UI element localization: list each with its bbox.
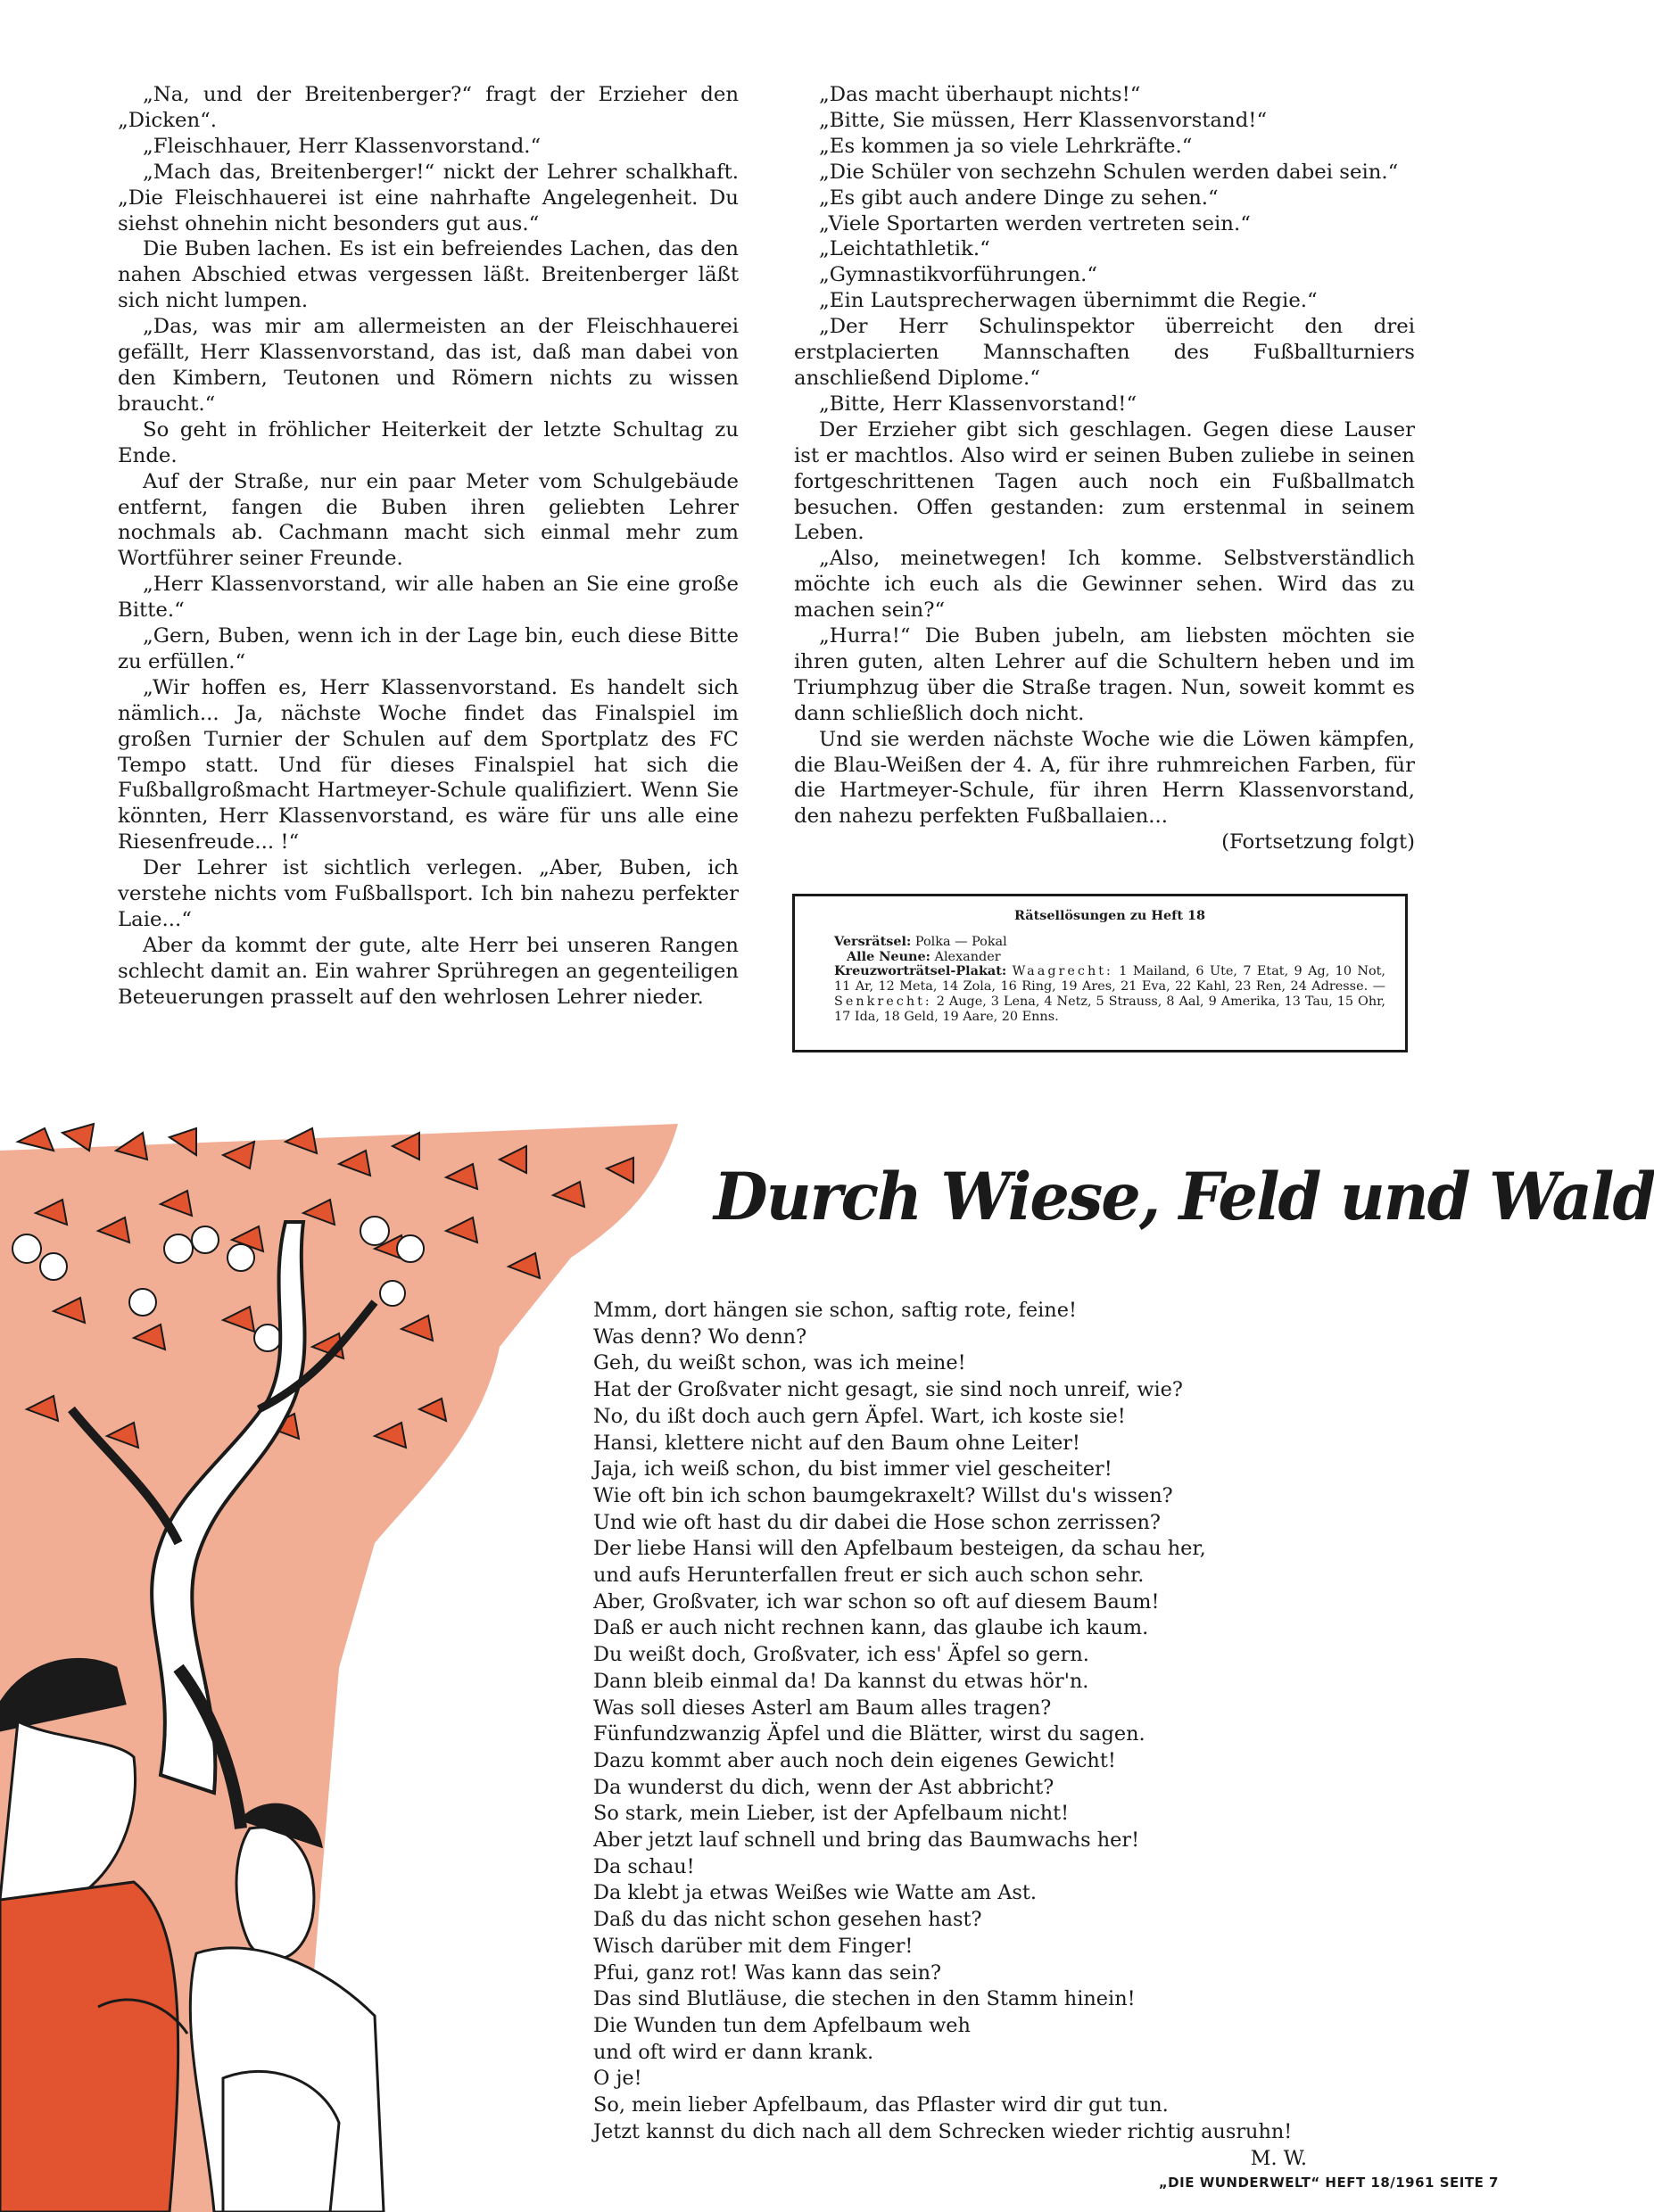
poem-line: Dann bleib einmal da! Da kannst du etwas hör'n. (593, 1669, 1089, 1693)
senkrecht-text: 2 Auge, 3 Lena, 4 Netz, 5 Strauss, 8 Aal, 9 Amerika, 13 Tau, 15 Ohr, 17 Ida, 18 Geld, 19 Aare, 20 Enns. (834, 994, 1385, 1024)
paragraph: „Es kommen ja so viele Lehrkräfte.“ (819, 134, 1193, 158)
poem-line: Die Wunden tun dem Apfelbaum weh (593, 2013, 971, 2037)
poem-line: So stark, mein Lieber, ist der Apfelbaum nicht! (593, 1802, 1070, 1826)
continuation-note: (Fortsetzung folgt) (1221, 830, 1415, 854)
paragraph: „Der Herr Schulinspektor überreicht den drei erstplacierten Mannschaften des Fußballturniers anschließend Diplome.“ (794, 315, 1415, 390)
poem-line: Hat der Großvater nicht gesagt, sie sind noch unreif, wie? (593, 1378, 1183, 1402)
paragraph: „Das, was mir am allermeisten an der Fleischhauerei gefällt, Herr Klassenvorstand, das ist, daß man dabei von den Kimbern, Teutonen und Römern nichts zu wissen braucht.“ (118, 315, 739, 416)
paragraph: „Das macht überhaupt nichts!“ (819, 83, 1141, 106)
paragraph: „Leichtathletik.“ (819, 237, 990, 261)
paragraph: „Mach das, Breitenberger!“ nickt der Lehrer schalkhaft. „Die Fleischhauerei ist eine nahrhafte Angelegenheit. Du siehst ohnehin nicht besonders gut aus.“ (118, 160, 739, 235)
paragraph: „Bitte, Sie müssen, Herr Klassenvorstand!“ (819, 108, 1268, 132)
poem-line: Da wunderst du dich, wenn der Ast abbricht? (593, 1775, 1054, 1799)
poem-signature: M. W. (1250, 2146, 1307, 2170)
waagrecht-label: Waagrecht: (1012, 964, 1113, 979)
poem-line: O je! (593, 2067, 642, 2091)
paragraph: Und sie werden nächste Woche wie die Löwen kämpfen, die Blau-Weißen der 4. A, für ihre ruhmreichen Farben, für die Hartmeyer-Schule, für ihren Herrn Klassenvorstand, den nahezu perfekten Fußballaien... (794, 727, 1415, 829)
poem-line: No, du ißt doch auch gern Äpfel. Wart, ich koste sie! (593, 1404, 1126, 1428)
poem-line: Aber jetzt lauf schnell und bring das Baumwachs her! (593, 1828, 1140, 1853)
senkrecht-label: Senkrecht: (834, 994, 932, 1009)
story-column-left (118, 82, 739, 1011)
paragraph: „Viele Sportarten werden vertreten sein.“ (819, 211, 1251, 235)
solutions-vers (834, 935, 1385, 950)
poem-line: Und wie oft hast du dir dabei die Hose schon zerrissen? (593, 1510, 1161, 1534)
paragraph: „Bitte, Herr Klassenvorstand!“ (819, 392, 1137, 416)
paragraph: „Na, und der Breitenberger?“ fragt der Erzieher den „Dicken“. (118, 83, 739, 132)
poem-line: Aber, Großvater, ich war schon so oft auf diesem Baum! (593, 1589, 1160, 1614)
poem-line: Was denn? Wo denn? (593, 1325, 807, 1349)
neune-text: Alexander (934, 949, 1001, 964)
paragraph: „Es gibt auch andere Dinge zu sehen.“ (819, 186, 1219, 210)
poem-line: Hansi, klettere nicht auf den Baum ohne Leiter! (593, 1431, 1080, 1455)
crossword-label: Kreuzworträtsel-Plakat: (834, 963, 1007, 979)
solutions-title: Rätsellösungen zu Heft 18 (1013, 908, 1206, 923)
poem-line: Da schau! (593, 1854, 695, 1878)
poem-line: Was soll dieses Asterl am Baum alles tragen? (593, 1696, 1052, 1720)
paragraph: „Also, meinetwegen! Ich komme. Selbstverständlich möchte ich euch als die Gewinner sehen. Wird das zu machen sein?“ (794, 547, 1415, 623)
poem-line: Pfui, ganz rot! Was kann das sein? (593, 1960, 941, 1985)
poem-line: Wie oft bin ich schon baumgekraxelt? Willst du's wissen? (593, 1483, 1173, 1507)
paragraph: „Ein Lautsprecherwagen übernimmt die Regie.“ (819, 289, 1318, 313)
poem-line: Das sind Blutläuse, die stechen in den Stamm hinein! (593, 1987, 1136, 2011)
poem-line: Jaja, ich weiß schon, du bist immer viel gescheiter! (593, 1457, 1112, 1482)
paragraph: Der Lehrer ist sichtlich verlegen. „Aber, Buben, ich verstehe nichts vom Fußballsport. Ich bin nahezu perfekter Laie...“ (118, 856, 739, 931)
paragraph: „Herr Klassenvorstand, wir alle haben an Sie eine große Bitte.“ (118, 573, 739, 623)
vers-label: Versrätsel: (834, 933, 912, 949)
poem-line: Daß du das nicht schon gesehen hast? (593, 1908, 982, 1932)
poem-title: Durch Wiese, Feld und Wald (714, 1157, 1654, 1236)
paragraph: „Wir hoffen es, Herr Klassenvorstand. Es handelt sich nämlich... Ja, nächste Woche findet das Finalspiel im großen Turnier der Schulen auf dem Sportplatz des FC Tempo statt. Und für dieses Finalspiel hat sich die Fußballgroßmacht Hartmeyer-Schule qualifiziert. Wenn Sie könnten, Herr Klassenvorstand, es wäre für uns alle eine Riesenfreude... !“ (118, 675, 739, 854)
poem-line: Mmm, dort hängen sie schon, saftig rote, feine! (593, 1299, 1077, 1322)
poem-line: Wisch darüber mit dem Finger! (593, 1934, 914, 1958)
story-column-right (794, 82, 1415, 855)
paragraph: Auf der Straße, nur ein paar Meter vom Schulgebäude entfernt, fangen die Buben ihren geliebten Lehrer nochmals ab. Cachmann macht sich einmal mehr zum Wortführer seiner Freunde. (118, 469, 739, 571)
paragraph: Aber da kommt der gute, alte Herr bei unseren Rangen schlecht damit an. Ein wahrer Sprühregen an gegenteiligen Beteuerungen prasselt auf den wehrlosen Lehrer nieder. (118, 933, 739, 1009)
poem-line: So, mein lieber Apfelbaum, das Pflaster wird dir gut tun. (593, 2093, 1169, 2117)
paragraph: „Gern, Buben, wenn ich in der Lage bin, euch diese Bitte zu erfüllen.“ (118, 624, 739, 673)
paragraph: „Hurra!“ Die Buben jubeln, am liebsten möchten sie ihren guten, alten Lehrer auf die Schultern heben und im Triumphzug über die Straße tragen. Nun, soweit kommt es dann schließlich doch nicht. (794, 624, 1415, 725)
paragraph: Die Buben lachen. Es ist ein befreiendes Lachen, das den nahen Abschied etwas vergessen läßt. Breitenberger läßt sich nicht lumpen. (118, 237, 739, 313)
waagrecht-text: 1 Mailand, 6 Ute, 7 Etat, 9 Ag, 10 Not, 11 Ar, 12 Meta, 14 Zola, 16 Ring, 19 Ares, 21 Eva, 22 Kahl, 23 Ren, 24 Adresse. — (834, 964, 1386, 995)
neune-label: Alle Neune: (847, 948, 930, 964)
poem-line: Der liebe Hansi will den Apfelbaum besteigen, da schau her, (593, 1537, 1206, 1561)
poem-line: Du weißt doch, Großvater, ich ess' Äpfel so gern. (593, 1643, 1089, 1667)
poem-body (593, 1298, 1334, 2172)
poem-line: Fünfundzwanzig Äpfel und die Blätter, wirst du sagen. (593, 1722, 1145, 1746)
poem-line: Geh, du weißt schon, was ich meine! (593, 1351, 966, 1375)
vers-text: Polka — Pokal (914, 934, 1007, 949)
solutions-neune (834, 950, 1385, 965)
page-footer: „DIE WUNDERWELT“ HEFT 18/1961 SEITE 7 (1158, 2175, 1499, 2191)
poem-line: und oft wird er dann krank. (593, 2040, 874, 2064)
poem-line: Dazu kommt aber auch noch dein eigenes Gewicht! (593, 1748, 1116, 1772)
poem-line: und aufs Herunterfallen freut er sich auch schon sehr. (593, 1564, 1145, 1588)
paragraph: „Die Schüler von sechzehn Schulen werden dabei sein.“ (819, 160, 1399, 184)
poem-line: Da klebt ja etwas Weißes wie Watte am Ast. (593, 1881, 1037, 1905)
poem-line: Jetzt kannst du dich nach all dem Schrecken wieder richtig ausruhn! (593, 2119, 1293, 2143)
paragraph: „Gymnastikvorführungen.“ (819, 263, 1097, 287)
solutions-crossword (834, 964, 1385, 1024)
paragraph: So geht in fröhlicher Heiterkeit der letzte Schultag zu Ende. (118, 417, 739, 467)
paragraph: Der Erzieher gibt sich geschlagen. Gegen diese Lauser ist er machtlos. Also wird er seinen Buben zuliebe in seinen fortgeschrittenen Tagen auch noch ein Fußballmatch besuchen. Offen gestanden: zum erstenmal in seinem Leben. (794, 417, 1415, 545)
poem-line: Daß er auch nicht rechnen kann, das glaube ich kaum. (593, 1616, 1149, 1640)
puzzle-solutions-box (792, 894, 1408, 1052)
paragraph: „Fleischhauer, Herr Klassenvorstand.“ (143, 134, 542, 158)
